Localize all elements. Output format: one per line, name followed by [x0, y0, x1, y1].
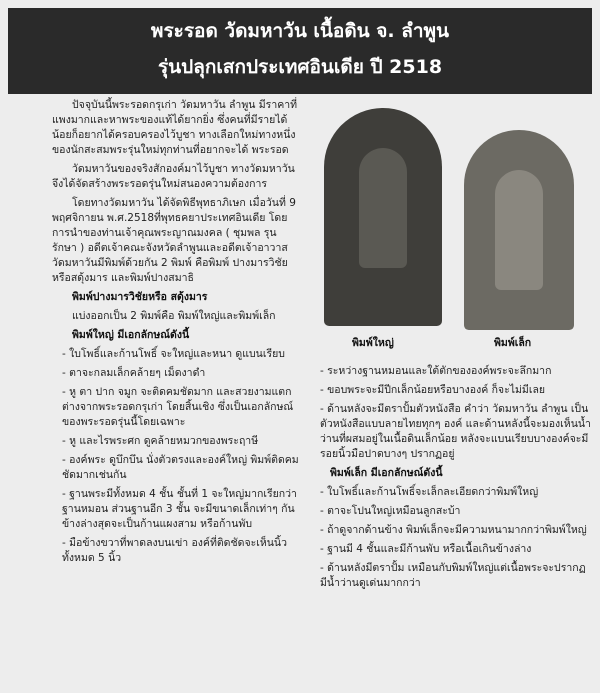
list-item: - หู และไรพระศก ดูคล้ายหมวกของพระฤาษี	[62, 435, 259, 447]
buddha-figure	[495, 170, 543, 290]
list-item: - ตาจะโปนใหญ่เหมือนลูกสะบ้า	[320, 505, 461, 517]
section-heading: พิมพ์เล็ก มีเอกลักษณ์ดังนี้	[330, 467, 443, 479]
paragraph: แบ่งออกเป็น 2 พิมพ์คือ พิมพ์ใหญ่และพิมพ์เล็ก	[72, 310, 276, 322]
paragraph: โดยทางวัดมหาวัน ได้จัดพิธีพุทธาภิเษก เมื่อวันที่ 9 พฤศจิกายน พ.ศ.2518ที่พุทธคยาประเทศอินเดีย โดยการนำของท่านเจ้าคุณพระญาณมงคล ( ชุมพล รุนรักษา ) อดีตเจ้าคณะจังหวัดลำพูนและอดีตเจ้าอาวาสวัดมหาวันมีพิมพ์ด้วยกัน 2 พิมพ์ คือพิมพ์ ปางมารวิชัยหรือสดุ้งมาร และพิมพ์ปางสมาธิ	[52, 197, 296, 284]
right-column	[310, 360, 592, 591]
list-item: - ด้านหลังมีตราปั้ม เหมือนกับพิมพ์ใหญ่แต่เนื้อพระจะปรากฏมีน้ำว่านดูเด่นมากกว่า	[320, 562, 586, 589]
list-item: - ระหว่างฐานหมอนและใต้ตักขององค์พระจะลึกมาก	[320, 365, 552, 377]
amulet-large-image	[324, 108, 442, 326]
amulet-small-image	[464, 130, 574, 330]
title-line-1: พระรอด วัดมหาวัน เนื้อดิน จ. ลำพูน	[150, 20, 450, 42]
list-item: - ด้านหลังจะมีตราปั้มตัวหนังสือ คำว่า วัดมหาวัน ลำพูน เป็นตัวหนังสือแบบลายไทยทุกๆ องค์ และด้านหลังนี้จะมองเห็นน้ำว่านที่ผสมอยู่ในเนื้อดินเล็กน้อย หลังจะแบนเรียบบางองค์จะมีรอยนิ้วมือปาดบางๆ ปรากฏอยู่	[320, 403, 591, 460]
buddha-figure	[359, 148, 407, 268]
paragraph: ปัจจุบันนี้พระรอดกรุเก่า วัดมหาวัน ลำพูน มีราคาที่แพงมากและหาพระของแท้ได้ยากยิ่ง ซึ่งคนที่มีรายได้น้อยก็อยากได้ครอบครองไว้บูชา ทางเลือกใหม่ทางหนึ่งของนักสะสมพระรุ่นใหม่ทุกท่านที่อยากจะได้ พระรอด	[52, 99, 298, 156]
list-item: - ใบโพธิ์และก้านโพธิ์จะเล็กละเอียดกว่าพิมพ์ใหญ่	[320, 486, 539, 498]
left-column	[52, 94, 300, 566]
list-item: - มือข้างขวาที่พาดลงบนเข่า องค์ที่ติดชัดจะเห็นนิ้วทั้งหมด 5 นิ้ว	[62, 537, 288, 564]
section-heading: พิมพ์ใหญ่ มีเอกลักษณ์ดังนี้	[72, 329, 190, 341]
list-item: - ฐานพระมีทั้งหมด 4 ชั้น ชั้นที่ 1 จะใหญ่มากเรียกว่า ฐานหมอน ส่วนฐานอีก 3 ชั้น จะมีขนาดเล็กเท่าๆ กัน ข้างล่างสุดจะเป็นก้านแผงสาม หรือก้านพับ	[62, 488, 297, 530]
section-heading: พิมพ์ปางมารวิชัยหรือ สดุ้งมาร	[72, 291, 208, 303]
list-item: - องค์พระ ดูบึกบึน นั่งตัวตรงและองค์ใหญ่ พิมพ์ติดคมชัดมากเช่นกัน	[62, 454, 299, 481]
amulet-photos	[312, 102, 592, 352]
list-item: - ใบโพธิ์และก้านโพธิ์ จะใหญ่และหนา ดูแบนเรียบ	[62, 348, 285, 360]
caption-small: พิมพ์เล็ก	[494, 337, 532, 349]
caption-large: พิมพ์ใหญ่	[352, 337, 394, 349]
list-item: - ขอบพระจะมีปีกเล็กน้อยหรือบางองค์ ก็จะไม่มีเลย	[320, 384, 546, 396]
list-item: - ฐานมี 4 ชั้นและมีก้านพับ หรือเนื้อเกินข้างล่าง	[320, 543, 532, 555]
paragraph: วัดมหาวันของจริงสักองค์มาไว้บูชา ทางวัดมหาวัน จึงได้จัดสร้างพระรอดรุ่นใหม่สนองความต้องการ	[52, 163, 295, 190]
list-item: - ถ้าดูจากด้านข้าง พิมพ์เล็กจะมีความหนามากกว่าพิมพ์ใหญ่	[320, 524, 587, 536]
title-line-2: รุ่นปลุกเสกประเทศอินเดีย ปี 2518	[157, 56, 443, 78]
list-item: - ตาจะกลมเล็กคล้ายๆ เม็ดงาดำ	[62, 367, 206, 379]
header-banner	[8, 8, 592, 94]
list-item: - หู ตา ปาก จมูก จะติดคมชัดมาก และสวยงามแตกต่างจากพระรอดกรุเก่า โดยสิ้นเชิง ซึ่งเป็นเอกลักษณ์ของพระรอดรุ่นนี้โดยเฉพาะ	[62, 386, 294, 428]
